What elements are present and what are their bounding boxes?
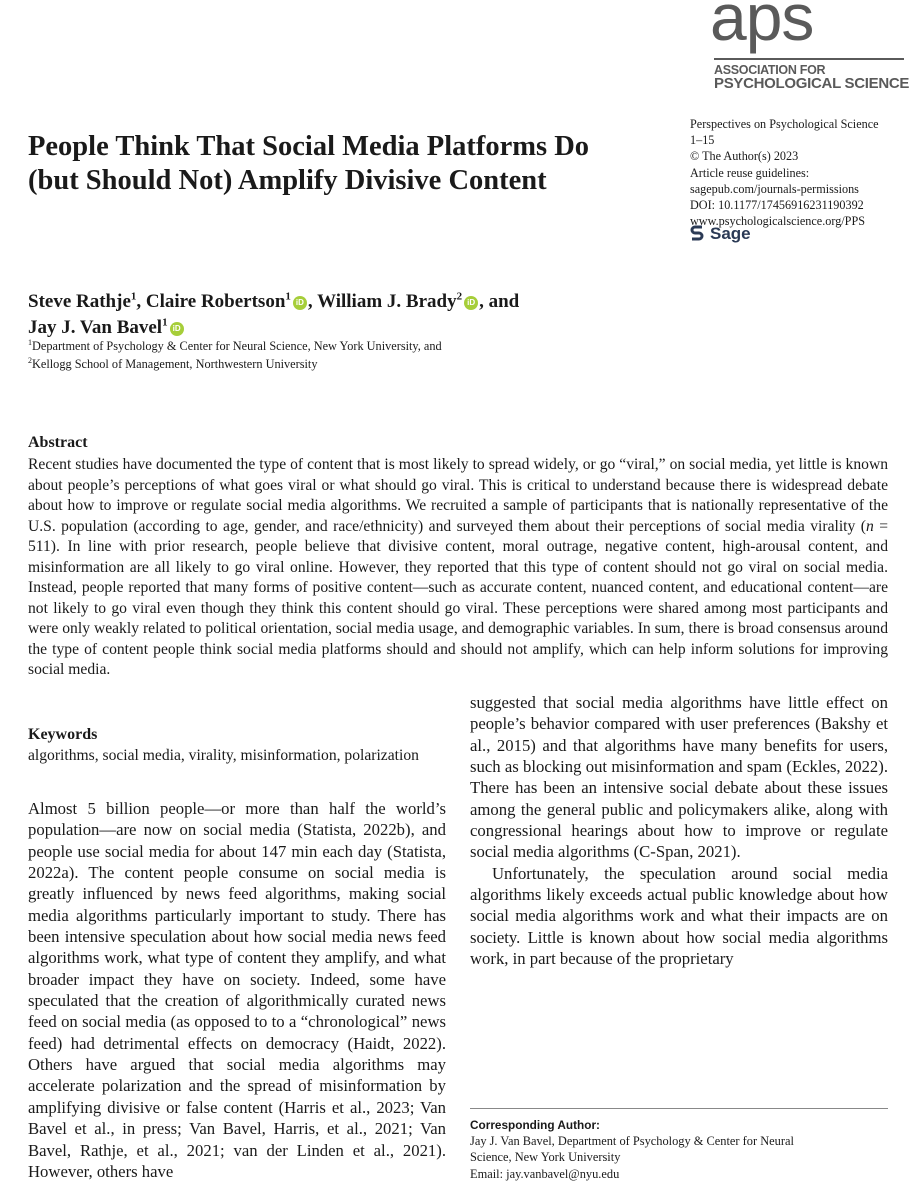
page-range: 1–15 [690,133,715,148]
affiliation-line [28,356,628,374]
journal-name: Perspectives on Psychological Science [690,117,879,131]
sample-size-symbol: n [865,517,874,535]
author-name: Jay J. Van Bavel [28,317,163,338]
author-separator: , [307,291,318,312]
article-title: People Think That Social Media Platforms Do (but Should Not) Amplify Divisive Content [28,131,590,196]
journal-website-link[interactable]: www.psychologicalscience.org/PPS [690,214,866,229]
author-affiliation-mark: 1 [162,316,168,329]
orcid-icon[interactable]: iD [170,322,184,336]
corresponding-author [470,1117,890,1182]
corresponding-author-line: Science, New York University [470,1150,621,1165]
author-list [28,289,668,341]
sage-s-icon [690,225,704,243]
affiliation-number: 1 [28,337,32,347]
journal-info [690,116,905,229]
affiliation-text: Department of Psychology & Center for Neural Science, New York University, and [32,339,442,353]
footnote-divider [470,1108,888,1109]
keywords-text: algorithms, social media, virality, misinformation, polarization [28,747,419,764]
logo-line-1: ASSOCIATION FOR [714,63,826,77]
affiliations [28,338,628,373]
affiliation-text: Kellogg School of Management, Northwestern University [32,356,318,371]
author-name: Steve Rathje [28,291,131,312]
corresponding-author-email[interactable]: Email: jay.vanbavel@nyu.edu [470,1166,620,1181]
affiliation-line [28,338,628,356]
corresponding-author-line: Jay J. Van Bavel, Department of Psychology & Center for Neural [470,1134,794,1149]
author-name: William J. Brady [317,291,457,312]
sage-logo [690,224,751,244]
permissions-link[interactable]: sagepub.com/journals-permissions [690,181,859,196]
corresponding-author-heading: Corresponding Author: [470,1118,600,1132]
doi-link[interactable]: DOI: 10.1177/17456916231190392 [690,198,864,213]
body-paragraph: Unfortunately, the speculation around social media algorithms likely exceeds actual public knowledge about how social media algorithms work and what their impacts are on society. Little is known about how social media algorithms work, in part because of the proprietary [470,863,888,969]
aps-wordmark: aps [710,0,814,54]
orcid-icon[interactable]: iD [293,296,307,310]
body-column-right [470,692,888,969]
affiliation-number: 2 [28,355,32,365]
sage-wordmark: Sage [710,224,751,243]
reuse-guidelines: Article reuse guidelines: [690,165,810,180]
body-column-left [28,798,446,1182]
orcid-icon[interactable]: iD [464,296,478,310]
copyright: © The Author(s) 2023 [690,149,799,164]
author-affiliation-mark: 1 [285,290,291,303]
abstract-heading: Abstract [28,434,88,451]
logo-line-2: PSYCHOLOGICAL SCIENCE [714,75,910,92]
author-affiliation-mark: 1 [130,290,137,303]
author-separator: , and [479,291,520,312]
logo-divider [714,58,904,60]
body-paragraph: Almost 5 billion people—or more than half the world’s population—are now on social media (Statista, 2022b), and people use social media for about 147 min each day (Statista, 2022a). The content people consume on social media is greatly influenced by news feed algorithms, making social media algorithms particularly important to study. There has been intensive speculation about how social media news feed algorithms work, what type of content they amplify, and what broader impact they have on society. Indeed, some have speculated that the creation of algorithmically curated news feed on social media (as opposed to to a “chronological” news feed) had detrimental effects on democracy (Haidt, 2022). Others have argued that social media algorithms may accelerate polarization and the spread of misinformation by amplifying divisive or false content (Harris et al., 2023; Van Bavel et al., in press; Van Bavel, Harris, et al., 2021; Van Bavel, Rathje, et al., 2021; van der Linden et al., 2021). However, others have [28,799,446,1181]
abstract-part-1: Recent studies have documented the type of content that is most likely to spread widely, or go “viral,” on social media, yet little is known about people’s perceptions of what goes viral or what should go viral. This is critical to understand because there is widespread debate about how to improve or regulate social media algorithms. We recruited a sample of participants that is nationally representative of the U.S. population (according to age, gender, and race/ethnicity) and surveyed them about their perceptions of social media virality ( [28,456,888,535]
abstract-part-2: = 511). In line with prior research, people believe that divisive content, moral outrage, negative content, high-arousal content, and misinformation are all likely to go viral online. However, they reported that this type of content should not go viral on social media. Instead, people reported that many forms of positive content—such as accurate content, nuanced content, and educational content—are not likely to go viral even though they think this content should go viral. These perceptions were shared among most participants and were only weakly related to political orientation, social media usage, and demographic variables. In sum, there is broad consensus around the type of content people think social media platforms should and should not amplify, which can help inform solutions for improving social media. [28,517,888,678]
author-separator: , [136,291,146,312]
aps-logo [700,0,911,120]
author-name: Claire Robertson [145,291,286,312]
body-paragraph: suggested that social media algorithms have little effect on people’s behavior compared with user preferences (Bakshy et al., 2015) and that algorithms have many benefits for users, such as blocking out misinformation and spam (Eckles, 2022). There has been an intensive social debate about these issues among the general public and policymakers alike, along with congressional hearings about how to improve or regulate social media algorithms (C-Span, 2021). [470,693,888,862]
abstract-text [28,455,888,681]
author-affiliation-mark: 2 [456,290,463,303]
keywords-heading: Keywords [28,726,98,743]
